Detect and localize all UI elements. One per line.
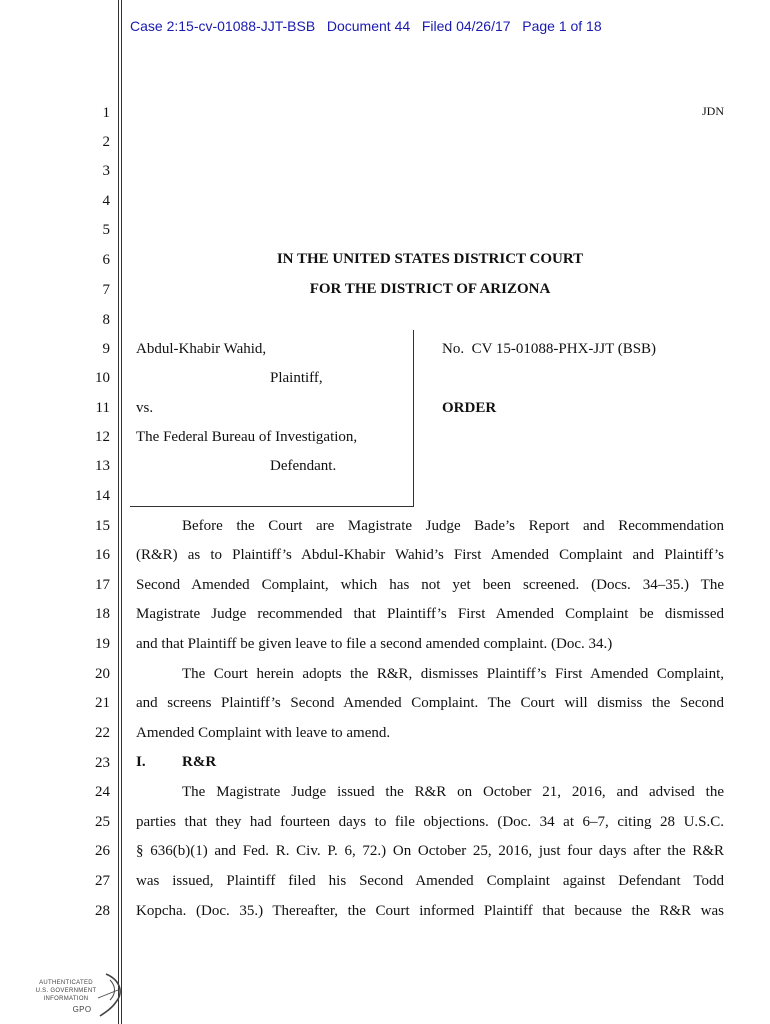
line-number: 1 [102, 105, 110, 121]
line-number: 18 [95, 606, 110, 622]
versus-label: vs. [136, 400, 154, 416]
line-number: 6 [102, 252, 110, 268]
document-number-stamp: Document 44 [326, 18, 411, 34]
body-line: The Court herein adopts the R&R, dismisses Plaintiff’s First Amended Complaint, [182, 666, 724, 682]
line-number: 24 [95, 784, 110, 800]
gpo-seal-line: AUTHENTICATED [39, 980, 93, 986]
line-number: 23 [95, 755, 110, 771]
line-number: 19 [95, 636, 110, 652]
gpo-seal-line: INFORMATION [43, 996, 89, 1002]
document-type-order: ORDER [442, 400, 497, 416]
line-number: 14 [95, 488, 110, 504]
line-number: 3 [102, 163, 110, 179]
caption-divider-vertical [413, 330, 414, 506]
line-number: 26 [95, 843, 110, 859]
body-line: and screens Plaintiff’s Second Amended Complaint. The Court will dismiss the Second [136, 695, 724, 711]
left-margin-rule-inner [121, 0, 122, 1024]
line-number: 11 [95, 400, 110, 416]
line-number: 4 [102, 193, 110, 209]
body-line: parties that they had fourteen days to file objections. (Doc. 34 at 6–7, citing 28 U.S.C. [136, 814, 724, 830]
gpo-seal-mark: GPO [72, 1005, 92, 1014]
plaintiff-role: Plaintiff, [270, 370, 323, 386]
line-number: 7 [102, 282, 110, 298]
line-number: 22 [95, 725, 110, 741]
left-margin-rule [118, 0, 119, 1024]
body-line: and that Plaintiff be given leave to file a second amended complaint. (Doc. 34.) [136, 636, 613, 652]
body-line: Amended Complaint with leave to amend. [136, 725, 391, 741]
line-number: 5 [102, 222, 110, 238]
body-line: § 636(b)(1) and Fed. R. Civ. P. 6, 72.) On October 25, 2016, just four days after the R&R [136, 843, 724, 859]
court-district: FOR THE DISTRICT OF ARIZONA [309, 281, 551, 297]
caption-divider-horizontal [130, 506, 414, 507]
court-name: IN THE UNITED STATES DISTRICT COURT [276, 251, 584, 267]
body-line: Second Amended Complaint, which has not yet been screened. (Docs. 34–35.) The [136, 577, 724, 593]
line-number: 17 [95, 577, 110, 593]
line-number: 15 [95, 518, 110, 534]
body-line: Magistrate Judge recommended that Plaintiff’s First Amended Complaint be dismissed [136, 606, 724, 622]
filed-date-stamp: Filed 04/26/17 [421, 18, 511, 34]
case-number: No. CV 15-01088-PHX-JJT (BSB) [442, 341, 657, 357]
body-line: The Magistrate Judge issued the R&R on October 21, 2016, and advised the [182, 784, 724, 800]
line-number: 28 [95, 903, 110, 919]
line-number: 16 [95, 547, 110, 563]
case-number-stamp: Case 2:15-cv-01088-JJT-BSB [130, 18, 316, 34]
body-line: (R&R) as to Plaintiff’s Abdul-Khabir Wahid’s First Amended Complaint and Plaintiff’s [136, 547, 724, 563]
judge-initials: JDN [701, 104, 724, 118]
body-line: Kopcha. (Doc. 35.) Thereafter, the Court informed Plaintiff that because the R&R was [136, 903, 724, 919]
line-number: 9 [102, 341, 110, 357]
page-count-stamp: Page 1 of 18 [522, 18, 602, 34]
section-title: R&R [182, 754, 217, 770]
line-number: 27 [95, 873, 110, 889]
plaintiff-name: Abdul-Khabir Wahid, [136, 341, 267, 357]
body-line: Before the Court are Magistrate Judge Bade’s Report and Recommendation [182, 518, 724, 534]
line-number: 12 [95, 429, 110, 445]
line-number: 2 [102, 134, 110, 150]
line-number: 10 [95, 370, 110, 386]
line-number: 20 [95, 666, 110, 682]
gpo-seal-line: U.S. GOVERNMENT [35, 988, 97, 994]
defendant-name: The Federal Bureau of Investigation, [136, 429, 358, 445]
defendant-role: Defendant. [270, 458, 337, 474]
line-number: 13 [95, 458, 110, 474]
line-number: 25 [95, 814, 110, 830]
body-line: was issued, Plaintiff filed his Second Amended Complaint against Defendant Todd [136, 873, 724, 889]
section-number: I. [136, 754, 146, 770]
line-number: 8 [102, 312, 110, 328]
ecf-header-stamp [130, 18, 690, 34]
line-number: 21 [95, 695, 110, 711]
